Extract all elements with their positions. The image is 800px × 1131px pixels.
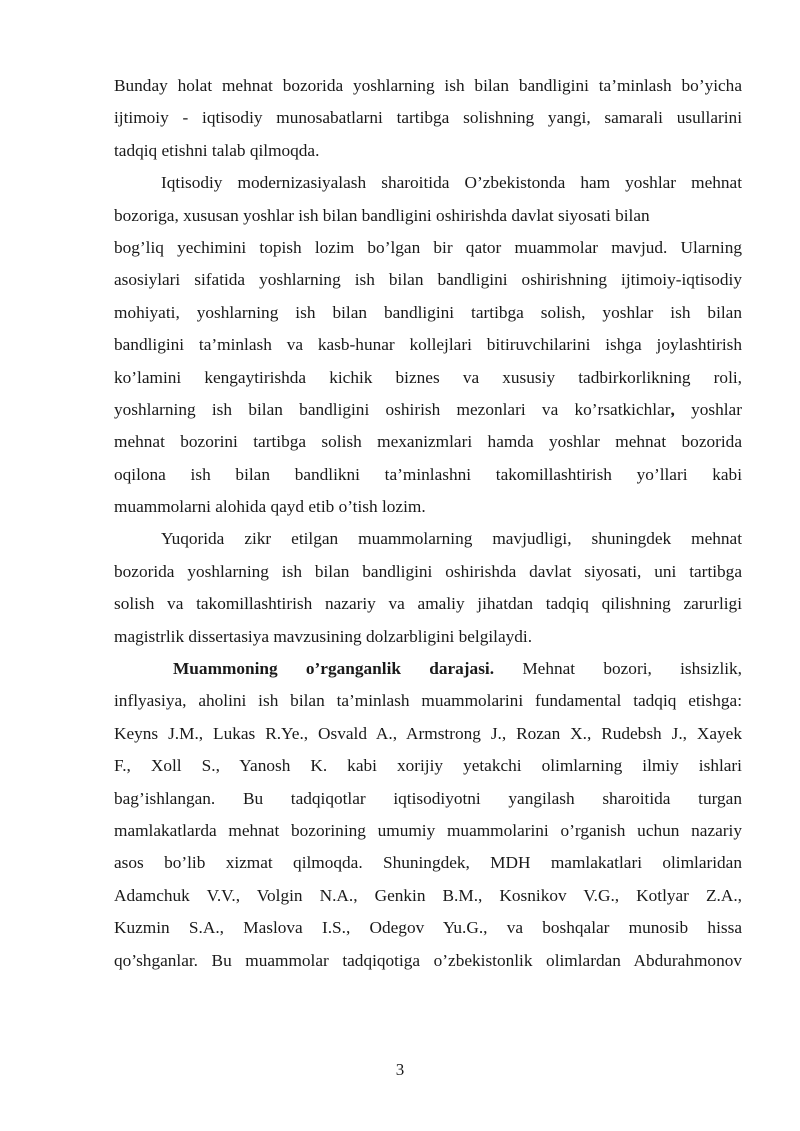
text-line: solish va takomillashtirish nazariy va amaliy jihatdan tadqiq qilishning zarurligi [114,594,742,614]
text-line: bandligini ta’minlash va kasb-hunar kollejlari bitiruvchilarini ishga joylashtirish [114,335,742,355]
text-line: mohiyati, yoshlarning ish bilan bandligini tartibga solish, yoshlar ish bilan [114,302,742,322]
page-number: 3 [395,1060,405,1079]
text-line: bozorida yoshlarning ish bilan bandligini oshirishda davlat siyosati, uni tartibga [114,561,742,581]
text-line: magistrlik dissertasiya mavzusining dolzarbligini belgilaydi. [114,626,533,646]
text-line: Kuzmin S.A., Maslova I.S., Odegov Yu.G., va boshqalar munosib hissa [114,918,742,938]
text-line: asos bo’lib xizmat qilmoqda. Shuningdek, MDH mamlakatlari olimlaridan [114,853,742,873]
text-line-with-bold-comma [114,394,742,426]
text-line: Bunday holat mehnat bozorida yoshlarning ish bilan bandligini ta’minlash bo’yicha [114,76,742,95]
text-line: muammolarni alohida qayd etib o’tish lozim. [114,497,426,517]
text-line: mehnat bozorini tartibga solish mexanizmlari hamda yoshlar mehnat bozorida [114,432,742,452]
text-line: ijtimoiy - iqtisodiy munosabatlarni tartibga solishning yangi, samarali usullarini [114,108,742,128]
text-line: oqilona ish bilan bandlikni ta’minlashni takomillashtirish yo’llari kabi [114,464,742,484]
text-line: Keyns J.M., Lukas R.Ye., Osvald A., Armstrong J., Rozan X., Rudebsh J., Xayek [114,723,742,743]
section-heading-line [114,653,742,685]
text-line: bozoriga, xususan yoshlar ish bilan bandligini oshirishda davlat siyosati bilan [114,205,650,225]
text-line: Adamchuk V.V., Volgin N.A., Genkin B.M., Kosnikov V.G., Kotlyar Z.A., [114,885,742,905]
text-line: asosiylari sifatida yoshlarning ish bilan bandligini oshirishning ijtimoiy-iqtisodiy [114,270,742,290]
paragraph-start-line: Iqtisodiy modernizasiyalash sharoitida O’zbekistonda ham yoshlar mehnat [161,173,742,193]
text-line: F., Xoll S., Yanosh K. kabi xorijiy yetakchi olimlarning ilmiy ishlari [114,756,742,776]
text-line: ko’lamini kengaytirishda kichik biznes va xususiy tadbirkorlikning roli, [114,367,742,387]
bold-comma: , [670,399,675,419]
text-line: bog’liq yechimini topish lozim bo’lgan bir qator muammolar mavjud. Ularning [114,237,742,257]
paragraph-start-line: Yuqorida zikr etilgan muammolarning mavjudligi, shuningdek mehnat [161,529,742,549]
text-line: inflyasiya, aholini ish bilan ta’minlash muammolarini fundamental tadqiq etishga: [114,691,742,711]
text-line: tadqiq etishni talab qilmoqda. [114,140,320,160]
text-line: bag’ishlangan. Bu tadqiqotlar iqtisodiyotni yangilash sharoitida turgan [114,788,742,808]
text-line: mamlakatlarda mehnat bozorining umumiy muammolarini o’rganish uchun nazariy [114,820,742,840]
text-segment: Mehnat bozori, ishsizlik, [522,659,742,679]
text-line: qo’shganlar. Bu muammolar tadqiqotiga o’zbekistonlik olimlardan Abdurahmonov [114,950,742,970]
text-segment: yoshlarning ish bilan bandligini oshirish mezonlari va ko’rsatkichlar [114,399,671,419]
body-text [114,70,742,977]
section-heading: Muammoning o’rganganlik darajasi. [173,659,495,679]
text-segment: yoshlar [674,399,742,419]
